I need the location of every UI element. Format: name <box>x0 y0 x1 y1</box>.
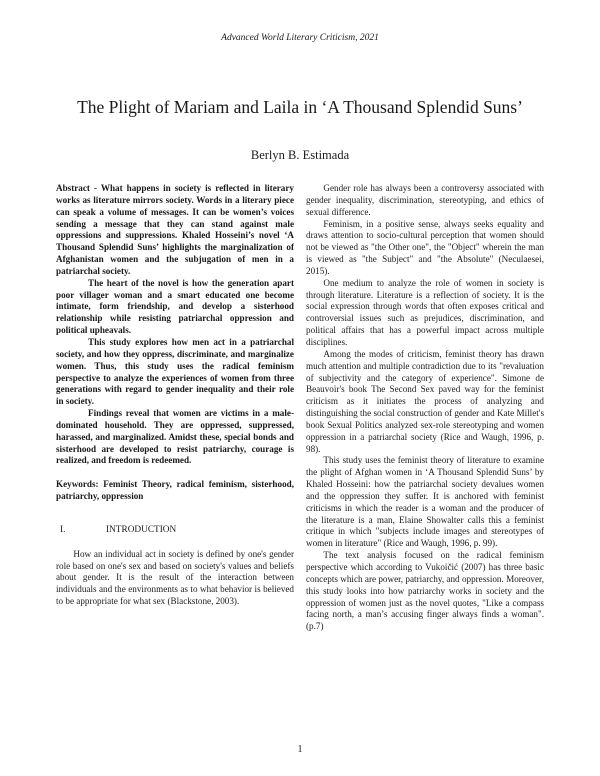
abstract-paragraph-4: Findings reveal that women are victims in a male-dominated household. They are oppressed, suppressed, harassed, and marginalized. Amidst these, special bonds and sisterhood are developed to resist patriarchy, courage is realized, and freedom is redeemed. <box>56 408 294 466</box>
body-paragraph-6: The text analysis focused on the radical feminism perspective which according to Vukoičić (2007) has three basic concepts which are power, patriarchy, and oppression. Moreover, this study looks into how patriarchy works in society and the oppression of women just as the novel quotes, "Like a compass facing north, a man’s accusing finger always finds a woman".(p.7) <box>306 550 544 632</box>
keywords: Keywords: Feminist Theory, radical feminism, sisterhood, patriarchy, oppression <box>56 479 294 502</box>
body-paragraph-1: Gender role has always been a controversy associated with gender inequality, discrimination, stereotyping, and ethics of sexual difference. <box>306 183 544 217</box>
abstract-paragraph-1: Abstract - What happens in society is reflected in literary works as literature mirrors society. Words in a literary piece can speak a volume of messages. It can be women’s voices sending a message that they can stand against male oppressions and suppressions. Khaled Hosseini’s novel ‘A Thousand Splendid Suns’ highlights the marginalization of Afghanistan women and the subjugation of men in a patriarchal society. <box>56 183 294 276</box>
running-head: Advanced World Literary Criticism, 2021 <box>221 33 379 43</box>
section-title: INTRODUCTION <box>106 524 177 535</box>
paper-title: The Plight of Mariam and Laila in ‘A Thousand Splendid Suns’ <box>77 97 523 117</box>
body-paragraph-2: Feminism, in a positive sense, always seeks equality and draws attention to socio-cultural perception that women should not be viewed as "the Other one", the "Object" wherein the man is viewed as "the Subject" and "the Absolute" (Neculaesei, 2015). <box>306 218 544 276</box>
author-name: Berlyn B. Estimada <box>250 148 350 162</box>
abstract-paragraph-3: This study explores how men act in a patriarchal society, and how they oppress, discriminate, and marginalize women. Thus, this study uses the radical feminism perspective to analyze the experiences of women from three generations with regard to gender inequality and their role in society. <box>56 336 294 407</box>
body-paragraph-5: This study uses the feminist theory of literature to examine the plight of Afghan women in ‘A Thousand Splendid Suns’ by Khaled Hosseini: how the patriarchal society devalues women and the oppression they suffer. It is anchored with feminist criticisms in which the reader is a woman and the producer of the literature is a man, Elaine Showalter calls this a feminist critique in which "subjects include images and stereotypes of women in literature" (Rice and Waugh, 1996, p. 99). <box>306 455 544 549</box>
section-number: I. <box>60 524 66 535</box>
right-column <box>306 183 544 633</box>
intro-paragraph: How an individual act in society is defined by one's gender role based on one's sex and based on society's values and beliefs about gender. It is the result of the interaction between individuals and the environments as to what behavior is believed to be appropriate for what sex (Blackstone, 2003). <box>56 548 294 607</box>
body-paragraph-4: Among the modes of criticism, feminist theory has drawn much attention and multiple contradiction due to its "revaluation of subjectivity and the category of experience". Simone de Beauvoir's book The Second Sex paved way for the feminist criticism as it initiates the process of analyzing and distinguishing the social construction of gender and Kate Millet's book Sexual Politics analyzed sex-role stereotyping and women oppression in a patriarchal society (Rice and Waugh, 1996, p. 98). <box>306 348 544 454</box>
body-paragraph-3: One medium to analyze the role of women in society is through literature. Literature is a reflection of society. It is the social expression through words that often exposes critical and controversial issues such as prejudices, discrimination, and political affairs that has a powerful impact across multiple disciplines. <box>306 277 544 347</box>
left-column <box>56 183 294 608</box>
abstract-paragraph-2: The heart of the novel is how the generation apart poor villager woman and a smart educated one become intimate, form friendship, and develop a sisterhood relationship while resisting patriarchal oppression and political upheavals. <box>56 277 294 336</box>
page-number: 1 <box>297 744 303 755</box>
section-heading <box>56 525 294 537</box>
